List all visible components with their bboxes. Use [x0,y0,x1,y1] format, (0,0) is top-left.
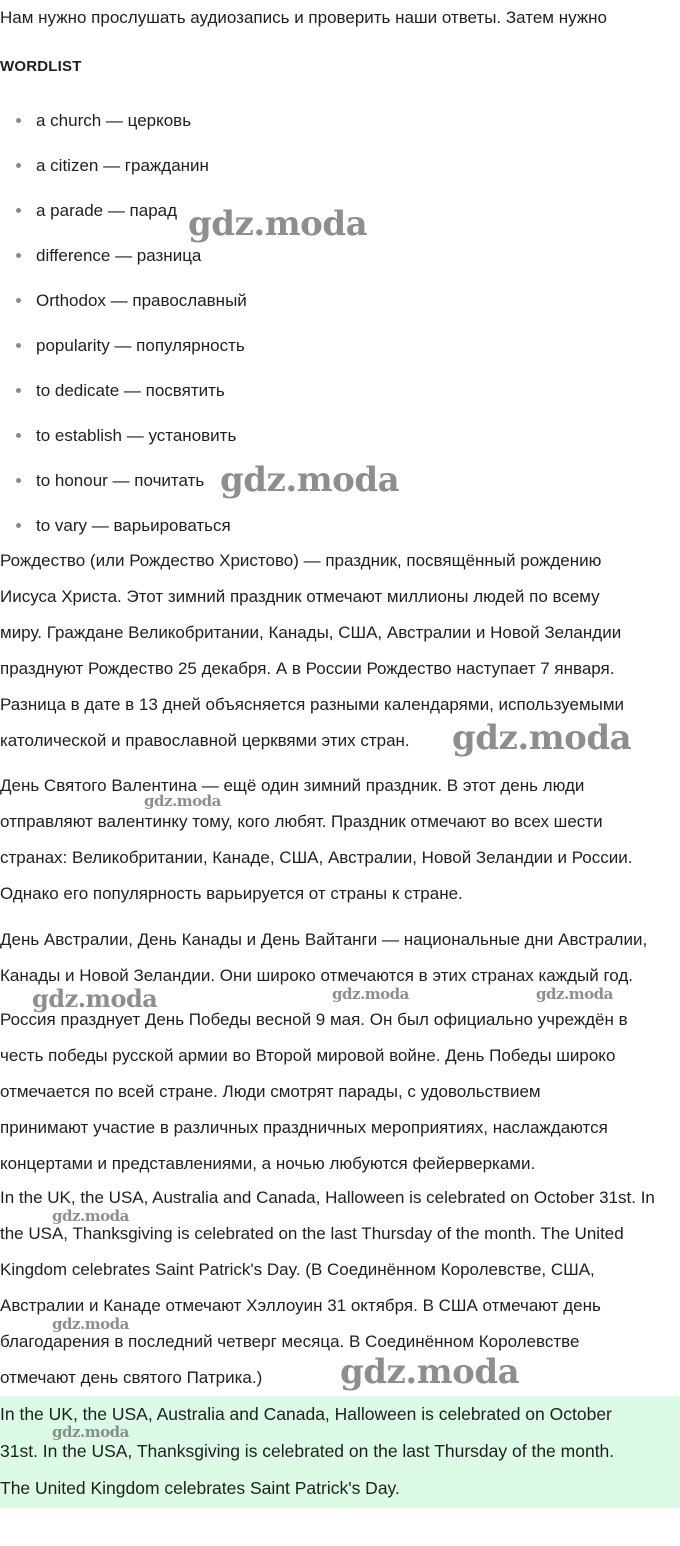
list-item-text: a parade — парад [36,201,178,220]
watermark: gdz.moda [452,718,632,758]
bullet-icon [16,253,21,258]
list-item-text: a church — церковь [36,111,192,130]
list-item [0,323,680,368]
paragraph-victory-day [0,1002,680,1182]
list-item [0,98,680,143]
watermark: gdz.moda [52,1315,129,1333]
text-line: Рождество (или Рождество Христово) — праздник, посвящённый рождению [0,551,602,570]
bullet-icon [16,208,21,213]
watermark: gdz.moda [220,460,400,500]
text-line: концертами и представлениями, а ночью любуются фейерверками. [0,1154,536,1173]
text-line: Австралии и Канаде отмечают Хэллоуин 31 октября. В США отмечают день [0,1296,601,1315]
bullet-icon [16,118,21,123]
watermark: gdz.moda [332,985,409,1003]
text-line: In the UK, the USA, Australia and Canada, Halloween is celebrated on October [0,1404,612,1424]
text-line: 31st. In the USA, Thanksgiving is celebrated on the last Thursday of the month. [0,1441,615,1461]
text-line: отмечают день святого Патрика.) [0,1368,263,1387]
list-item-text: popularity — популярность [36,336,245,355]
text-line: The United Kingdom celebrates Saint Patrick's Day. [0,1478,400,1498]
paragraph-valentine [0,768,680,912]
list-item [0,413,680,458]
list-item-text: Orthodox — православный [36,291,247,310]
list-item-text: to dedicate — посвятить [36,381,225,400]
text-line: честь победы русской армии во Второй мировой войне. День Победы широко [0,1046,616,1065]
text-line: День Святого Валентина — ещё один зимний праздник. В этот день люди [0,776,585,795]
bullet-icon [16,478,21,483]
list-item-text: to establish — установить [36,426,237,445]
list-item-text: to honour — почитать [36,471,205,490]
text-line: Kingdom celebrates Saint Patrick's Day. (В Соединённом Королевстве, США, [0,1260,595,1279]
text-line: католической и православной церквями этих стран. [0,731,410,750]
bullet-icon [16,298,21,303]
list-item-text: a citizen — гражданин [36,156,209,175]
text-line: In the UK, the USA, Australia and Canada, Halloween is celebrated on October 31st. In [0,1188,655,1207]
intro-text: Нам нужно прослушать аудиозапись и проверить наши ответы. Затем нужно [0,8,607,27]
list-item [0,503,680,548]
watermark: gdz.moda [32,984,158,1013]
watermark: gdz.moda [188,204,368,244]
bullet-icon [16,523,21,528]
list-item-text: difference — разница [36,246,202,265]
list-item [0,368,680,413]
watermark: gdz.moda [536,985,613,1003]
bullet-icon [16,388,21,393]
bullet-icon [16,163,21,168]
watermark: gdz.moda [340,1352,520,1392]
text-line: миру. Граждане Великобритании, Канады, США, Австралии и Новой Зеландии [0,623,622,642]
watermark: gdz.moda [52,1423,129,1441]
text-line: Россия празднует День Победы весной 9 мая. Он был официально учреждён в [0,1010,628,1029]
text-line: Иисуса Христа. Этот зимний праздник отмечают миллионы людей по всему [0,587,600,606]
text-line: отправляют валентинку тому, кого любят. Праздник отмечают во всех шести [0,812,603,831]
text-line: День Австралии, День Канады и День Вайтанги — национальные дни Австралии, [0,930,648,949]
bullet-icon [16,433,21,438]
text-line: принимают участие в различных праздничных мероприятиях, наслаждаются [0,1118,608,1137]
text-line: празднуют Рождество 25 декабря. А в России Рождество наступает 7 января. [0,659,615,678]
text-line: благодарения в последний четверг месяца. В Соединённом Королевстве [0,1332,580,1351]
list-item [0,143,680,188]
wordlist-heading: WORDLIST [0,58,82,75]
bullet-icon [16,343,21,348]
text-line: отмечается по всей стране. Люди смотрят парады, с удовольствием [0,1082,541,1101]
watermark: gdz.moda [144,792,221,810]
text-line: Разница в дате в 13 дней объясняется разными календарями, используемыми [0,695,625,714]
text-line: странах: Великобритании, Канаде, США, Австралии, Новой Зеландии и России. [0,848,633,867]
list-item [0,278,680,323]
watermark: gdz.moda [52,1207,129,1225]
text-line: the USA, Thanksgiving is celebrated on the last Thursday of the month. The United [0,1224,624,1243]
text-line: Канады и Новой Зеландии. Они широко отмечаются в этих странах каждый год. [0,966,634,985]
highlighted-answer [0,1396,680,1508]
text-line: Однако его популярность варьируется от страны к стране. [0,884,463,903]
list-item-text: to vary — варьироваться [36,516,231,535]
